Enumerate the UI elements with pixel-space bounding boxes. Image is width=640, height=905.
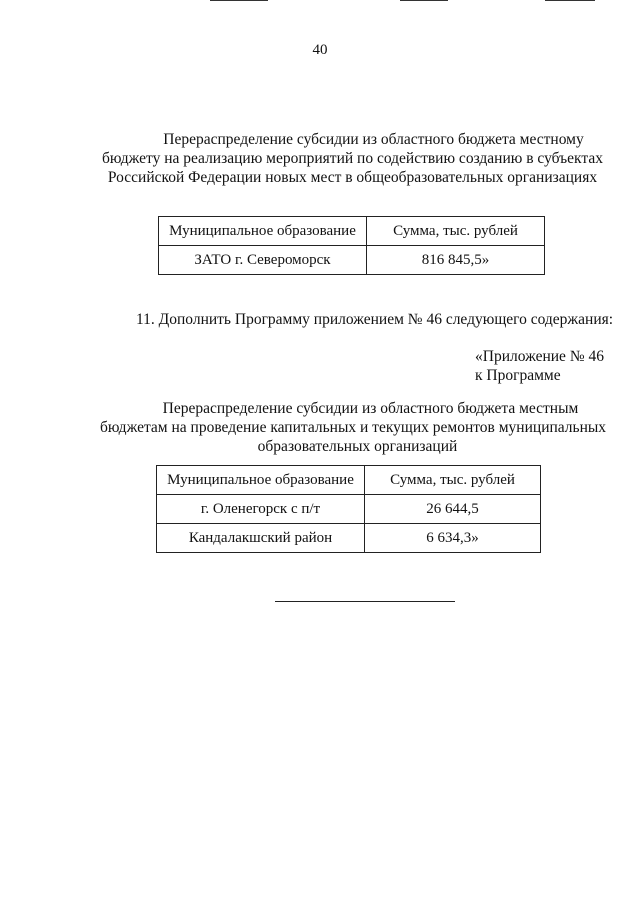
heading-line: Перераспределение субсидии из областного бюджета местному — [163, 131, 584, 148]
amount-cell: 6 634,3» — [365, 524, 541, 553]
heading-line: Российской Федерации новых мест в общеобразовательных организациях — [107, 169, 598, 186]
section1-heading — [100, 130, 605, 187]
amount-cell: 26 644,5 — [365, 495, 541, 524]
municipality-cell: Кандалакшский район — [157, 524, 365, 553]
page-number: 40 — [312, 42, 328, 58]
table-header-row — [157, 466, 541, 495]
municipality-cell: ЗАТО г. Североморск — [159, 246, 367, 275]
section1-table — [158, 216, 545, 275]
table-row — [157, 495, 541, 524]
appendix-line: к Программе — [475, 367, 561, 384]
municipality-cell: г. Оленегорск с п/т — [157, 495, 365, 524]
section2-heading — [100, 399, 605, 456]
item-11-paragraph: 11. Дополнить Программу приложением № 46 следующего содержания: — [136, 311, 614, 328]
column-header: Муниципальное образование — [157, 466, 365, 495]
top-edge-mark — [210, 0, 268, 1]
end-separator-line — [275, 601, 455, 602]
column-header: Муниципальное образование — [159, 217, 367, 246]
top-edge-mark — [545, 0, 595, 1]
heading-line: бюджетам на проведение капитальных и текущих ремонтов муниципальных — [100, 419, 607, 436]
section2-table — [156, 465, 541, 553]
table-header-row — [159, 217, 545, 246]
column-header: Сумма, тыс. рублей — [367, 217, 545, 246]
heading-line: образовательных организаций — [257, 438, 458, 455]
appendix-line: «Приложение № 46 — [475, 348, 604, 365]
column-header: Сумма, тыс. рублей — [365, 466, 541, 495]
table-row — [159, 246, 545, 275]
heading-line: Перераспределение субсидии из областного бюджета местным — [162, 400, 579, 417]
heading-line: бюджету на реализацию мероприятий по содействию созданию в субъектах — [102, 150, 603, 167]
amount-cell: 816 845,5» — [367, 246, 545, 275]
table-row — [157, 524, 541, 553]
appendix-reference — [475, 347, 604, 385]
top-edge-mark — [400, 0, 448, 1]
